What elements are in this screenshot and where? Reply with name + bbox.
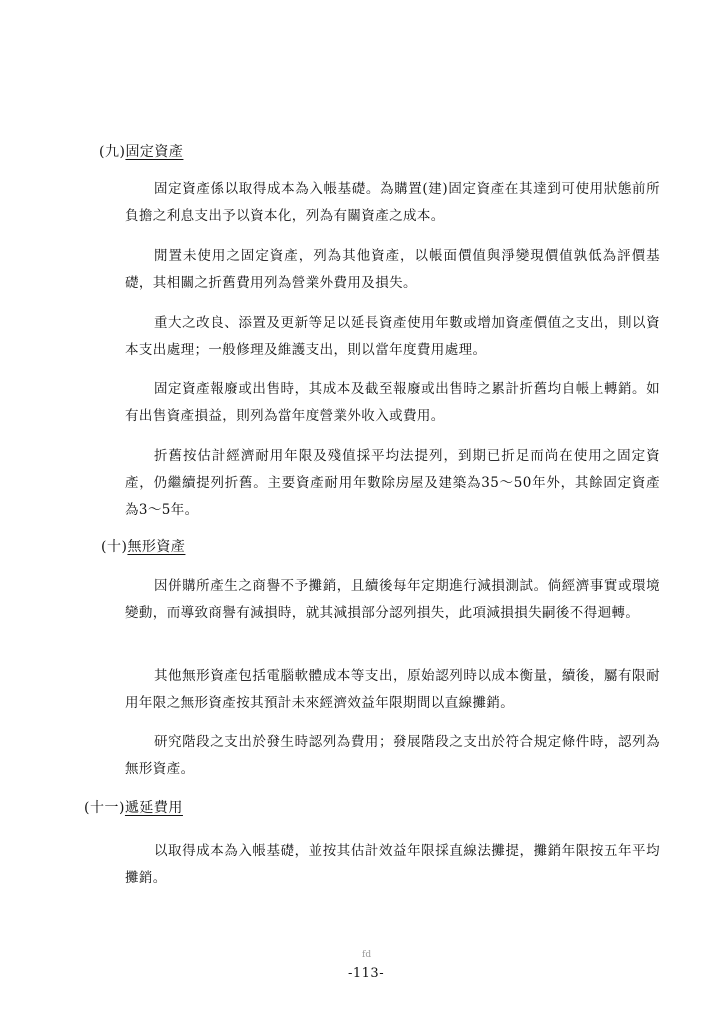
paragraph: 固定資產係以取得成本為入帳基礎。為購置(建)固定資產在其達到可使用狀態前所負擔之利息支出予以資本化，列為有關資產之成本。 xyxy=(125,181,660,224)
page-number: -113- xyxy=(348,966,385,981)
section-heading-fixed-assets xyxy=(99,141,183,161)
section-number: (九) xyxy=(99,144,126,160)
section-number: (十一) xyxy=(84,800,125,816)
section-title: 固定資產 xyxy=(125,144,184,160)
section-heading-intangible-assets xyxy=(101,536,185,556)
paragraph: 研究階段之支出於發生時認列為費用；發展階段之支出於符合規定條件時，認列為無形資產。 xyxy=(125,734,660,777)
paragraph: 以取得成本為入帳基礎，並按其估計效益年限採直線法攤提，攤銷年限按五年平均攤銷。 xyxy=(125,843,660,886)
paragraph: 固定資產報廢或出售時，其成本及截至報廢或出售時之累計折舊均自帳上轉銷。如有出售資產損益，則列為當年度營業外收入或費用。 xyxy=(125,381,660,424)
section-title: 無形資產 xyxy=(127,539,186,555)
paragraph: 重大之改良、添置及更新等足以延長資產使用年數或增加資產價值之支出，則以資本支出處理；一般修理及維護支出，則以當年度費用處理。 xyxy=(125,315,660,358)
section-number: (十) xyxy=(101,539,128,555)
section-heading-deferred-charges xyxy=(84,797,183,817)
paragraph: 折舊按估計經濟耐用年限及殘值採平均法提列，到期已折足而尚在使用之固定資產，仍繼續提列折舊。主要資產耐用年數除房屋及建築為35～50年外，其餘固定資產為3～5年。 xyxy=(125,448,660,518)
paragraph: 因併購所產生之商譽不予攤銷，且續後每年定期進行減損測試。倘經濟事實或環境變動，而導致商譽有減損時，就其減損部分認列損失，此項減損損失嗣後不得迴轉。 xyxy=(125,578,660,621)
paragraph: 閒置未使用之固定資產，列為其他資產，以帳面價值與淨變現價值孰低為評價基礎，其相關之折舊費用列為營業外費用及損失。 xyxy=(125,248,660,291)
section-title: 遞延費用 xyxy=(124,800,183,816)
paragraph: 其他無形資產包括電腦軟體成本等支出，原始認列時以成本衡量，續後，屬有限耐用年限之無形資產按其預計未來經濟效益年限期間以直線攤銷。 xyxy=(125,668,660,711)
footer-mark: fd xyxy=(362,950,372,960)
